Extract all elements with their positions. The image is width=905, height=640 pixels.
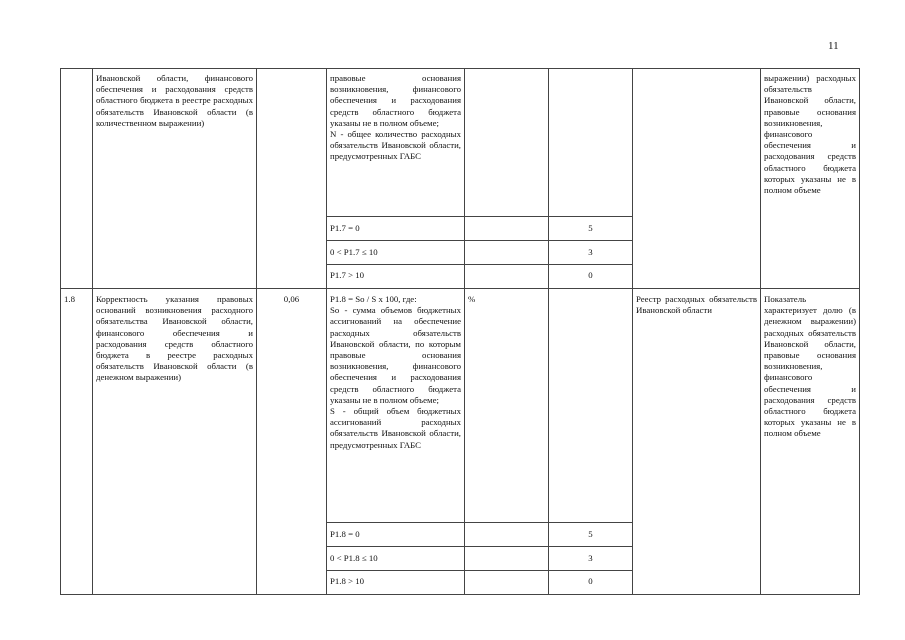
formula-cell: правовые основания возникновения, финансового обеспечения и расходования средств областного бюджета указаны не в полном объеме; N - общее количество расходных обязательств Ивановской области, предусмотренных ГАБС [330,73,461,162]
indicator-number: 1.8 [64,294,75,304]
score-condition: P1.7 > 10 [330,270,365,280]
note-cell: выражении) расходных обязательств Ивановской области, правовые основания возникновения, финансового обеспечения и расходования средств областного бюджета которых указаны не в полном объеме [764,73,856,196]
score-value: 3 [588,553,593,563]
score-condition: P1.8 = 0 [330,529,360,539]
note-cell: Показатель характеризует долю (в денежном выражении) расходных обязательств Ивановской области, правовые основания возникновения, финансового обеспечения и расходования средств областного бюджета которых указаны не в полном объеме [764,294,856,439]
weight-cell: 0,06 [283,294,300,304]
score-condition: 0 < P1.7 ≤ 10 [330,247,378,257]
score-value: 0 [588,576,593,586]
unit-cell: % [468,294,476,304]
score-condition: P1.7 = 0 [330,223,360,233]
source-cell: Реестр расходных обязательств Ивановской области [636,294,757,316]
score-condition: 0 < P1.8 ≤ 10 [330,553,378,563]
score-value: 5 [588,529,593,539]
formula-cell: P1.8 = So / S x 100, где: So - сумма объемов бюджетных ассигнований на обеспечение расходных обязательств Ивановской области, по которым правовые основания возникновения, финансового обеспечения и расходования средств областного бюджета указаны не в полном объеме; S - общий объем бюджетных ассигнований расходных обязательств Ивановской области, предусмотренных ГАБС [330,294,461,450]
indicator-name-cell: Ивановской области, финансового обеспечения и расходования средств областного бюджета в реестре расходных обязательств Ивановской области (в количественном выражении) [96,73,253,128]
score-value: 0 [588,270,593,280]
score-value: 3 [588,247,593,257]
page-number: 11 [828,40,839,52]
score-value: 5 [588,223,593,233]
score-condition: P1.8 > 10 [330,576,365,586]
indicator-name-cell: Корректность указания правовых оснований возникновения расходного обязательства Ивановской области, финансового обеспечения и расходования средств областного бюджета в реестре расходных обязательств Ивановской области (в денежном выражении) [96,294,253,383]
